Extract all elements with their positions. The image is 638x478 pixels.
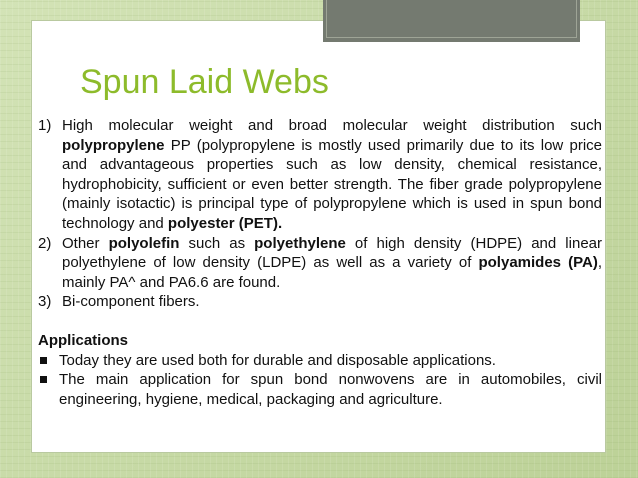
slide-content [38,116,602,409]
numbered-item-2 [38,234,602,293]
bullet-text: The main application for spun bond nonwovens are in automobiles, civil engineering, hygiene, medical, packaging and agriculture. [59,371,602,408]
item-keyword: polyethylene [254,234,346,252]
item-number: 1) [38,117,52,134]
square-bullet-icon [40,357,47,364]
numbered-item-1 [38,116,602,234]
item-text: Bi-component fibers. [62,293,200,311]
item-keyword: polyester (PET). [167,214,283,232]
header-decoration [323,0,580,42]
header-decoration-frame [326,0,577,38]
numbered-item-3 [38,292,602,312]
item-text: of high density (HDPE) and linear polyethylene of low density (LDPE) as well as a variety of [62,234,602,272]
application-bullet-1 [38,351,602,371]
square-bullet-icon [40,376,47,383]
item-text: such as [179,234,255,252]
applications-heading: Applications [38,331,129,349]
item-text: , mainly PA^ and PA6.6 are found. [62,254,602,291]
item-text: High molecular weight and broad molecular weight distribution such [62,117,602,134]
item-keyword: polyamides (PA) [478,254,598,272]
item-number: 2) [38,234,52,252]
item-text: PP (polypropylene is mostly used primarily due to its low price and advantageous properties such as low density, chemical resistance, hydrophobicity, sufficient or even better strength. The fiber grade polypropylene (mainly isotactic) is principal type of polypropylene which is used in spun bond technology and [62,136,602,232]
item-text: Other [62,234,109,252]
slide-title: Spun Laid Webs [80,63,329,101]
application-bullet-2 [38,370,602,409]
item-keyword: polyolefin [108,234,180,252]
item-number: 3) [38,293,52,311]
item-keyword: polypropylene [62,136,165,154]
bullet-text: Today they are used both for durable and disposable applications. [59,351,496,369]
